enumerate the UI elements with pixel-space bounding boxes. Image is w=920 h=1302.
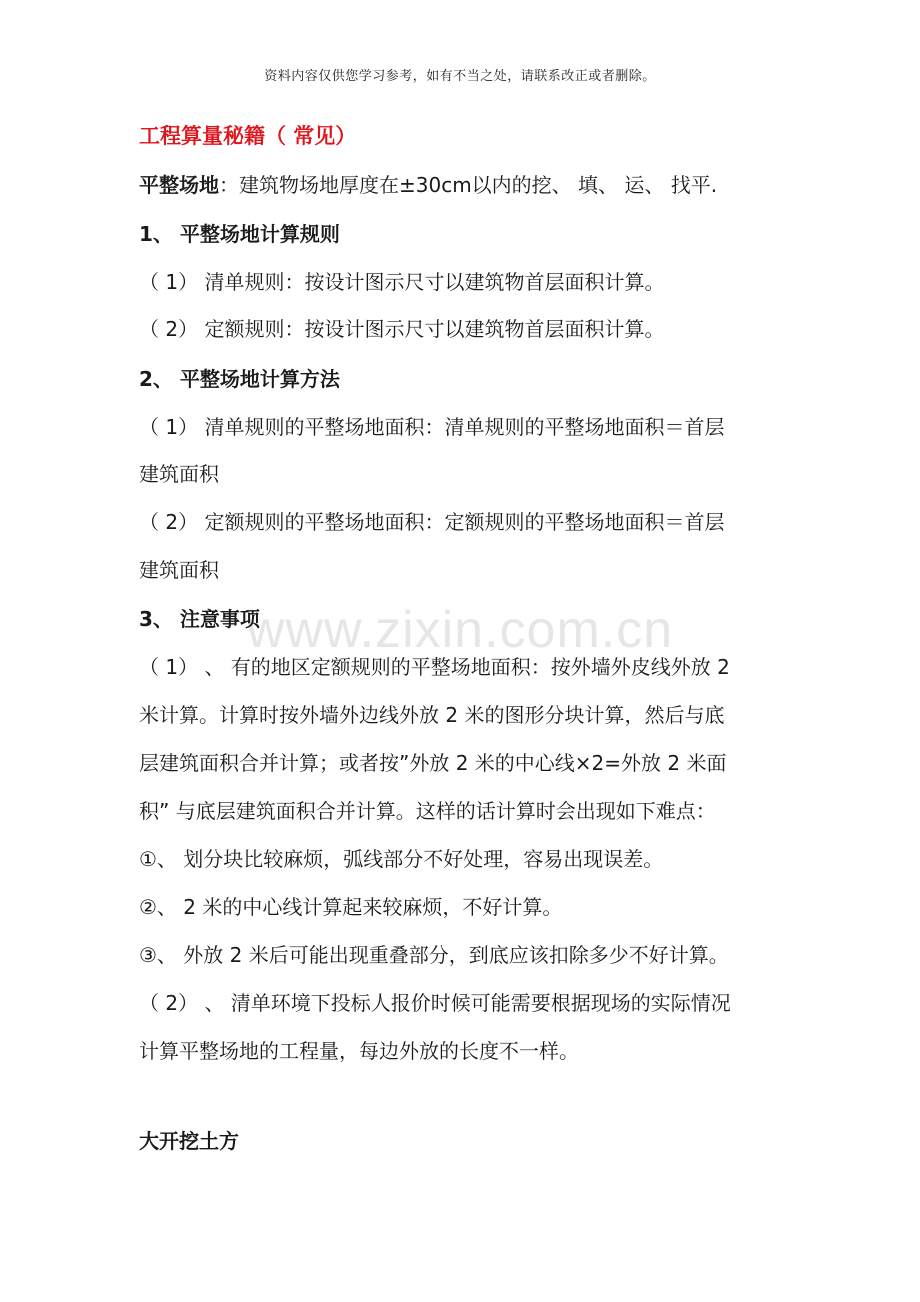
section-2-item-1-line-2: 建筑面积 (139, 462, 219, 486)
section-2-item-1-line-1: （ 1） 清单规则的平整场地面积：清单规则的平整场地面积＝首层 (139, 415, 725, 439)
section-3-difficulty-1: ①、 划分块比较麻烦，弧线部分不好处理，容易出现误差。 (139, 847, 664, 871)
section-1-item-1: （ 1） 清单规则：按设计图示尺寸以建筑物首层面积计算。 (139, 270, 665, 294)
section-3-paragraph-1-line-3: 层建筑面积合并计算；或者按”外放 2 米的中心线×2=外放 2 米面 (139, 751, 727, 775)
next-section-heading: 大开挖土方 (139, 1129, 239, 1153)
section-3-paragraph-1-line-2: 米计算。计算时按外墙外边线外放 2 米的图形分块计算，然后与底 (139, 703, 725, 727)
document-title: 工程算量秘籍（ 常见） (139, 124, 357, 148)
intro-paragraph (139, 172, 799, 198)
intro-label: 平整场地 (139, 173, 219, 197)
intro-text: ：建筑物场地厚度在±30cm以内的挖、 填、 运、 找平. (219, 173, 718, 197)
section-3-paragraph-1-line-1: （ 1） 、 有的地区定额规则的平整场地面积：按外墙外皮线外放 2 (139, 655, 730, 679)
watermark: www.zixin.com.cn (246, 601, 674, 659)
section-1-item-2: （ 2） 定额规则：按设计图示尺寸以建筑物首层面积计算。 (139, 317, 665, 341)
section-3-paragraph-2-line-1: （ 2） 、 清单环境下投标人报价时候可能需要根据现场的实际情况 (139, 991, 731, 1015)
section-3-paragraph-2-line-2: 计算平整场地的工程量，每边外放的长度不一样。 (139, 1039, 579, 1063)
section-3-difficulty-3: ③、 外放 2 米后可能出现重叠部分，到底应该扣除多少不好计算。 (139, 943, 729, 967)
section-2-heading: 2、 平整场地计算方法 (139, 367, 340, 391)
section-3-heading: 3、 注意事项 (139, 607, 260, 631)
section-2-item-2-line-2: 建筑面积 (139, 558, 219, 582)
section-3-paragraph-1-line-4: 积” 与底层建筑面积合并计算。这样的话计算时会出现如下难点： (139, 799, 716, 823)
section-1-heading: 1、 平整场地计算规则 (139, 222, 340, 246)
section-3-difficulty-2: ②、 2 米的中心线计算起来较麻烦，不好计算。 (139, 895, 563, 919)
section-2-item-2-line-1: （ 2） 定额规则的平整场地面积：定额规则的平整场地面积＝首层 (139, 510, 725, 534)
header-disclaimer: 资料内容仅供您学习参考，如有不当之处，请联系改正或者删除。 (264, 69, 656, 84)
